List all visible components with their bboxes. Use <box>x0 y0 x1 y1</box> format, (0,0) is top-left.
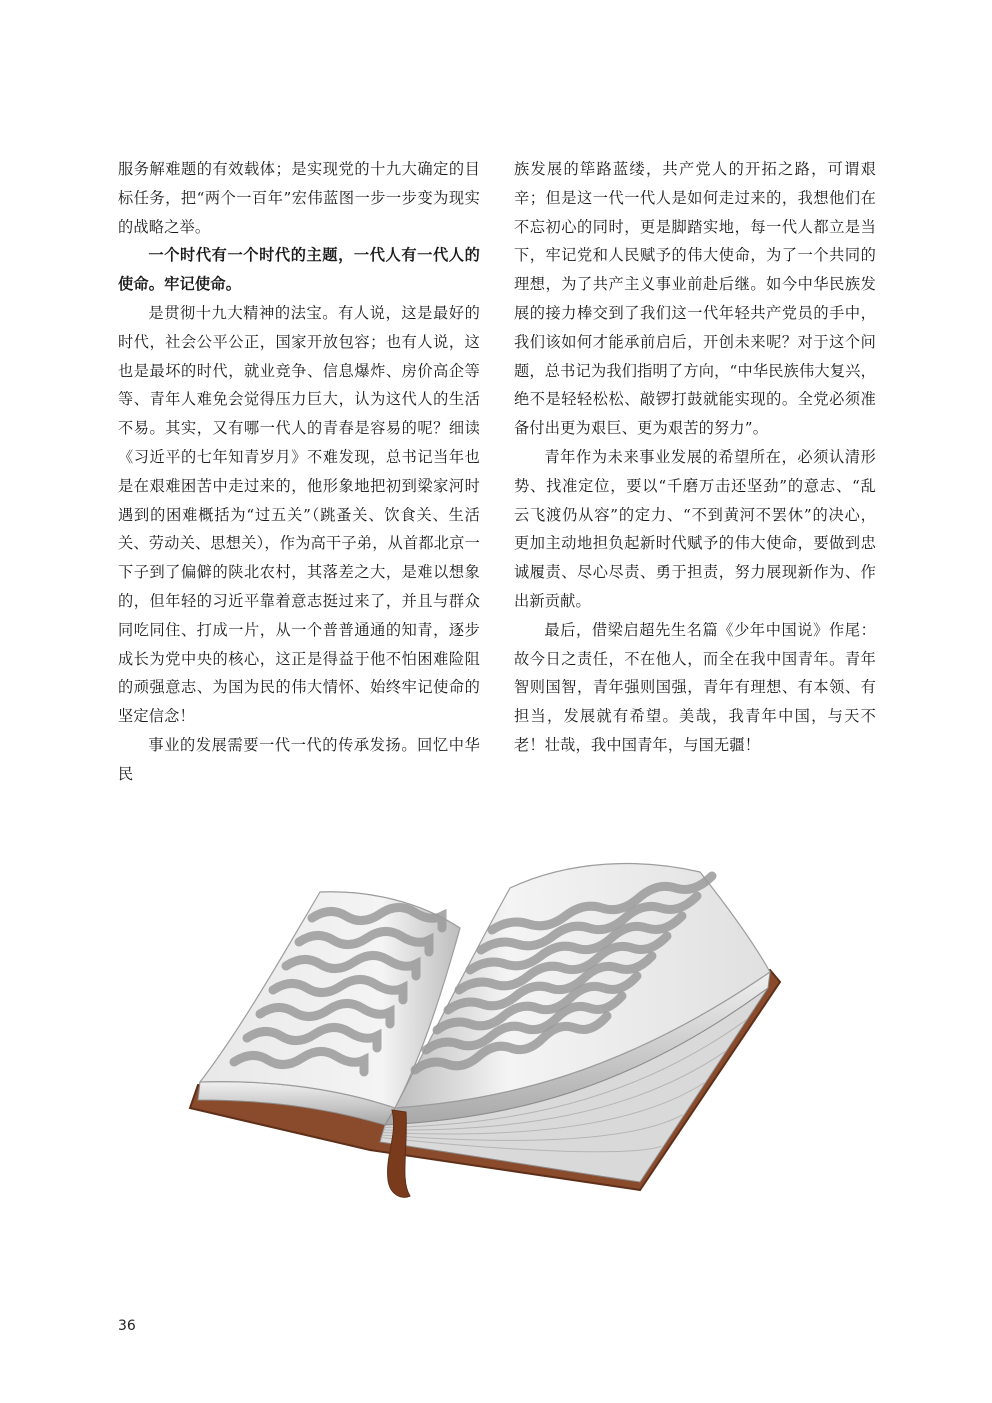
paragraph: 服务解难题的有效载体；是实现党的十九大确定的目标任务，把“两个一百年”宏伟蓝图一步一步变为现实的战略之举。 <box>118 160 480 236</box>
paragraph: 事业的发展需要一代一代的传承发扬。回忆中华民 <box>118 735 480 783</box>
paragraph: 是贯彻十九大精神的法宝。有人说，这是最好的时代，社会公平公正，国家开放包容；也有人说，这也是最坏的时代，就业竞争、信息爆炸、房价高企等等、青年人难免会觉得压力巨大，认为这代人的生活不易。其实，又有哪一代人的青春是容易的呢？细读《习近平的七年知青岁月》不难发现，总书记当年也是在艰难困苦中走过来的，他形象地把初到梁家河时遇到的困难概括为“过五关”（跳蚤关、饮食关、生活关、劳动关、思想关），作为高干子弟，从首都北京一下子到了偏僻的陕北农村，其落差之大，是难以想象的，但年轻的习近平靠着意志挺过来了，并且与群众同吃同住、打成一片，从一个普普通通的知青，逐步成长为党中央的核心，这正是得益于他不怕困难险阻的顽强意志、为国为民的伟大情怀、始终牢记使命的坚定信念！ <box>118 303 480 726</box>
paragraph: 族发展的筚路蓝缕，共产党人的开拓之路，可谓艰辛；但是这一代一代人是如何走过来的，我想他们在不忘初心的同时，更是脚踏实地，每一代人都立是当下，牢记党和人民赋予的伟大使命，为了一个共同的理想，为了共产主义事业前赴后继。如今中华民族发展的接力棒交到了我们这一代年轻共产党员的手中，我们该如何才能承前启后，开创未来呢？对于这个问题，总书记为我们指明了方向，“中华民族伟大复兴，绝不是轻轻松松、敲锣打鼓就能实现的。全党必须准备付出更为艰巨、更为艰苦的努力”。 <box>514 160 876 438</box>
open-book-icon <box>170 850 810 1210</box>
paragraph: 最后，借梁启超先生名篇《少年中国说》作尾：故今日之责任，不在他人，而全在我中国青年。青年智则国智，青年强则国强，青年有理想、有本领、有担当，发展就有希望。美哉，我青年中国，与天不老！壮哉，我中国青年，与国无疆！ <box>514 620 876 754</box>
paragraph: 青年作为未来事业发展的希望所在，必须认清形势、找准定位，要以“千磨万击还坚劲”的意志、“乱云飞渡仍从容”的定力、“不到黄河不罢休”的决心，更加主动地担负起新时代赋予的伟大使命，要做到忠诚履责、尽心尽责、勇于担责，努力展现新作为、作出新贡献。 <box>514 447 876 610</box>
section-heading: 一个时代有一个时代的主题，一代人有一代人的使命。牢记使命。 <box>118 246 480 294</box>
page-number: 36 <box>118 1318 136 1334</box>
right-column <box>514 155 876 760</box>
left-column <box>118 155 480 789</box>
